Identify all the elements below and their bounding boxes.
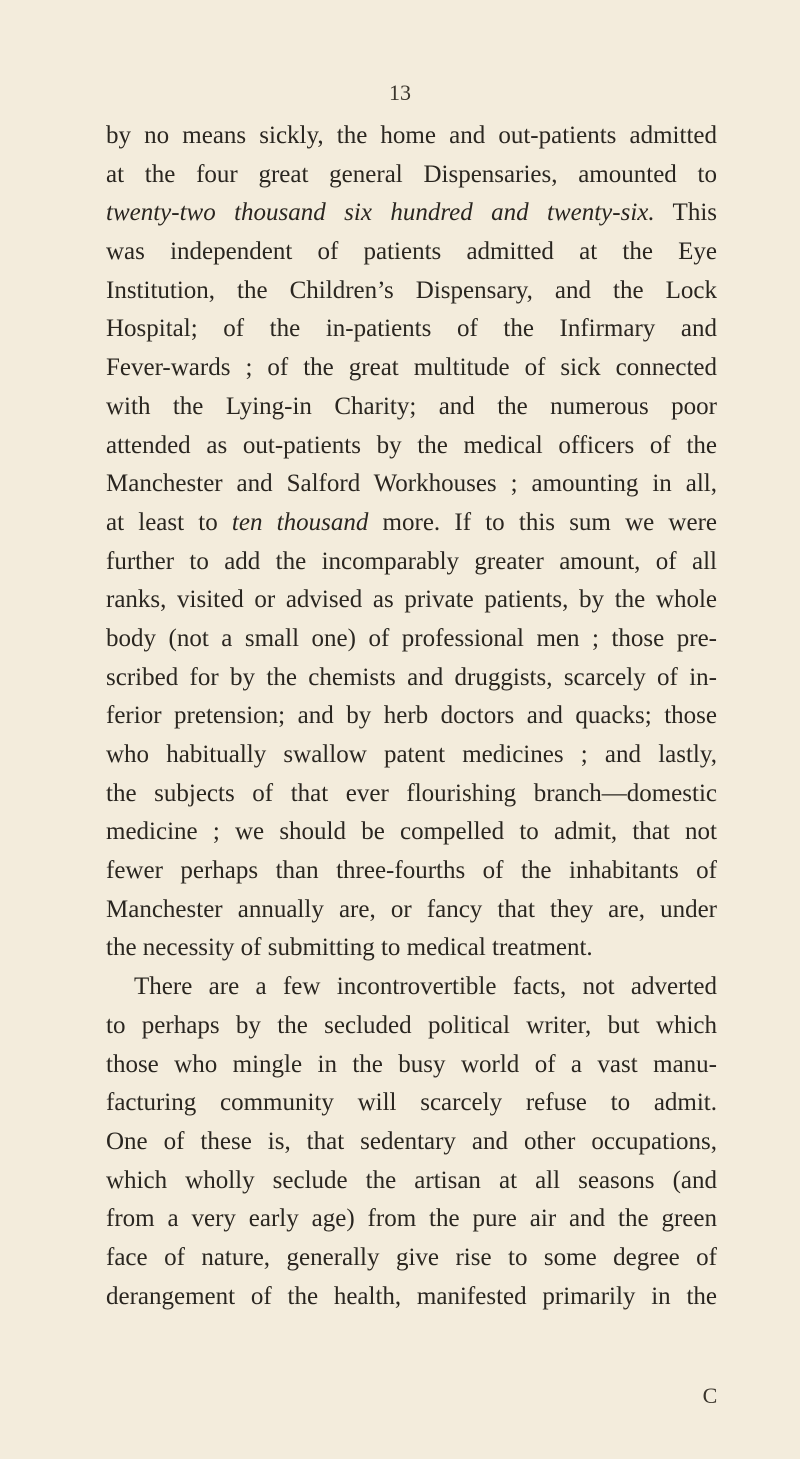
text-line	[106, 659, 717, 698]
text-segment: more. If to this sum we were	[368, 508, 717, 536]
text-line	[106, 427, 717, 466]
text-line	[106, 349, 717, 388]
text-segment: further to add the incomparably greater amount, of all	[106, 547, 717, 575]
text-segment: from a very early age) from the pure air and the green	[106, 1205, 717, 1233]
signature-mark: C	[702, 1383, 718, 1408]
text-segment: This	[654, 199, 717, 227]
text-segment: ranks, visited or advised as private patients, by the whole	[106, 586, 717, 614]
text-segment: facturing community will scarcely refuse to admit.	[106, 1089, 717, 1117]
text-segment: at the four great general Dispensaries, amounted to	[106, 160, 717, 188]
text-segment: Fever-wards ; of the great multitude of sick connected	[106, 354, 717, 382]
text-segment: derangement of the health, manifested primarily in the	[106, 1282, 717, 1310]
text-segment: fewer perhaps than three-fourths of the inhabitants of	[106, 857, 717, 885]
text-line	[106, 156, 717, 195]
text-line	[106, 1278, 717, 1317]
text-segment: Institution, the Children’s Dispensary, and the Lock	[106, 276, 717, 304]
text-line	[106, 581, 717, 620]
italic-text: ten thousand	[231, 508, 369, 536]
text-segment: those who mingle in the busy world of a vast manu-	[106, 1050, 717, 1078]
text-line	[106, 465, 717, 504]
text-line	[106, 620, 717, 659]
text-line	[106, 813, 717, 852]
text-segment: the necessity of submitting to medical treatment.	[106, 934, 593, 962]
text-line	[106, 968, 717, 1007]
text-segment: the subjects of that ever flourishing branch—domestic	[106, 779, 717, 807]
text-line	[106, 1200, 717, 1239]
text-line	[106, 697, 717, 736]
italic-text: twenty-two thousand six hundred and twenty-six.	[106, 199, 655, 227]
body-text	[106, 117, 717, 1316]
text-segment: face of nature, generally give rise to some degree of	[106, 1243, 717, 1271]
text-segment: ferior pretension; and by herb doctors and quacks; those	[106, 702, 717, 730]
text-line	[106, 1123, 717, 1162]
text-segment: by no means sickly, the home and out-patients admitted	[106, 122, 717, 149]
text-line	[106, 310, 717, 349]
text-line	[106, 272, 717, 311]
text-line	[106, 1007, 717, 1046]
text-line	[106, 1162, 717, 1201]
text-segment: There are a few incontrovertible facts, not adverted	[134, 973, 717, 1001]
text-line	[106, 233, 717, 272]
text-line	[106, 1046, 717, 1085]
text-segment: Hospital; of the in-patients of the Infirmary and	[106, 315, 717, 343]
text-segment: who habitually swallow patent medicines ; and lastly,	[106, 741, 717, 768]
text-line	[106, 1084, 717, 1123]
text-segment: body (not a small one) of professional men ; those pre-	[106, 624, 717, 652]
text-segment: scribed for by the chemists and druggists, scarcely of in-	[106, 663, 717, 691]
text-line	[106, 929, 717, 968]
text-segment: Manchester and Salford Workhouses ; amounting in all,	[106, 470, 717, 498]
text-line	[106, 852, 717, 891]
text-segment: which wholly seclude the artisan at all seasons (and	[106, 1166, 717, 1194]
text-line	[106, 388, 717, 427]
text-segment: One of these is, that sedentary and other occupations,	[106, 1127, 717, 1155]
text-segment: Manchester annually are, or fancy that they are, under	[106, 895, 717, 923]
text-segment: at least to	[106, 508, 232, 536]
text-line	[106, 504, 717, 543]
text-line	[106, 775, 717, 814]
text-segment: with the Lying-in Charity; and the numerous poor	[106, 392, 717, 420]
text-line	[106, 891, 717, 930]
text-line	[106, 1239, 717, 1278]
text-segment: attended as out-patients by the medical officers of the	[106, 431, 717, 459]
text-line	[106, 543, 717, 582]
text-segment: was independent of patients admitted at the Eye	[106, 238, 717, 266]
text-line	[106, 736, 717, 775]
page-number: 13	[389, 80, 411, 105]
text-segment: to perhaps by the secluded political writer, but which	[106, 1011, 717, 1039]
text-segment: medicine ; we should be compelled to admit, that not	[106, 818, 717, 846]
text-line	[106, 117, 717, 156]
text-line	[106, 194, 717, 233]
